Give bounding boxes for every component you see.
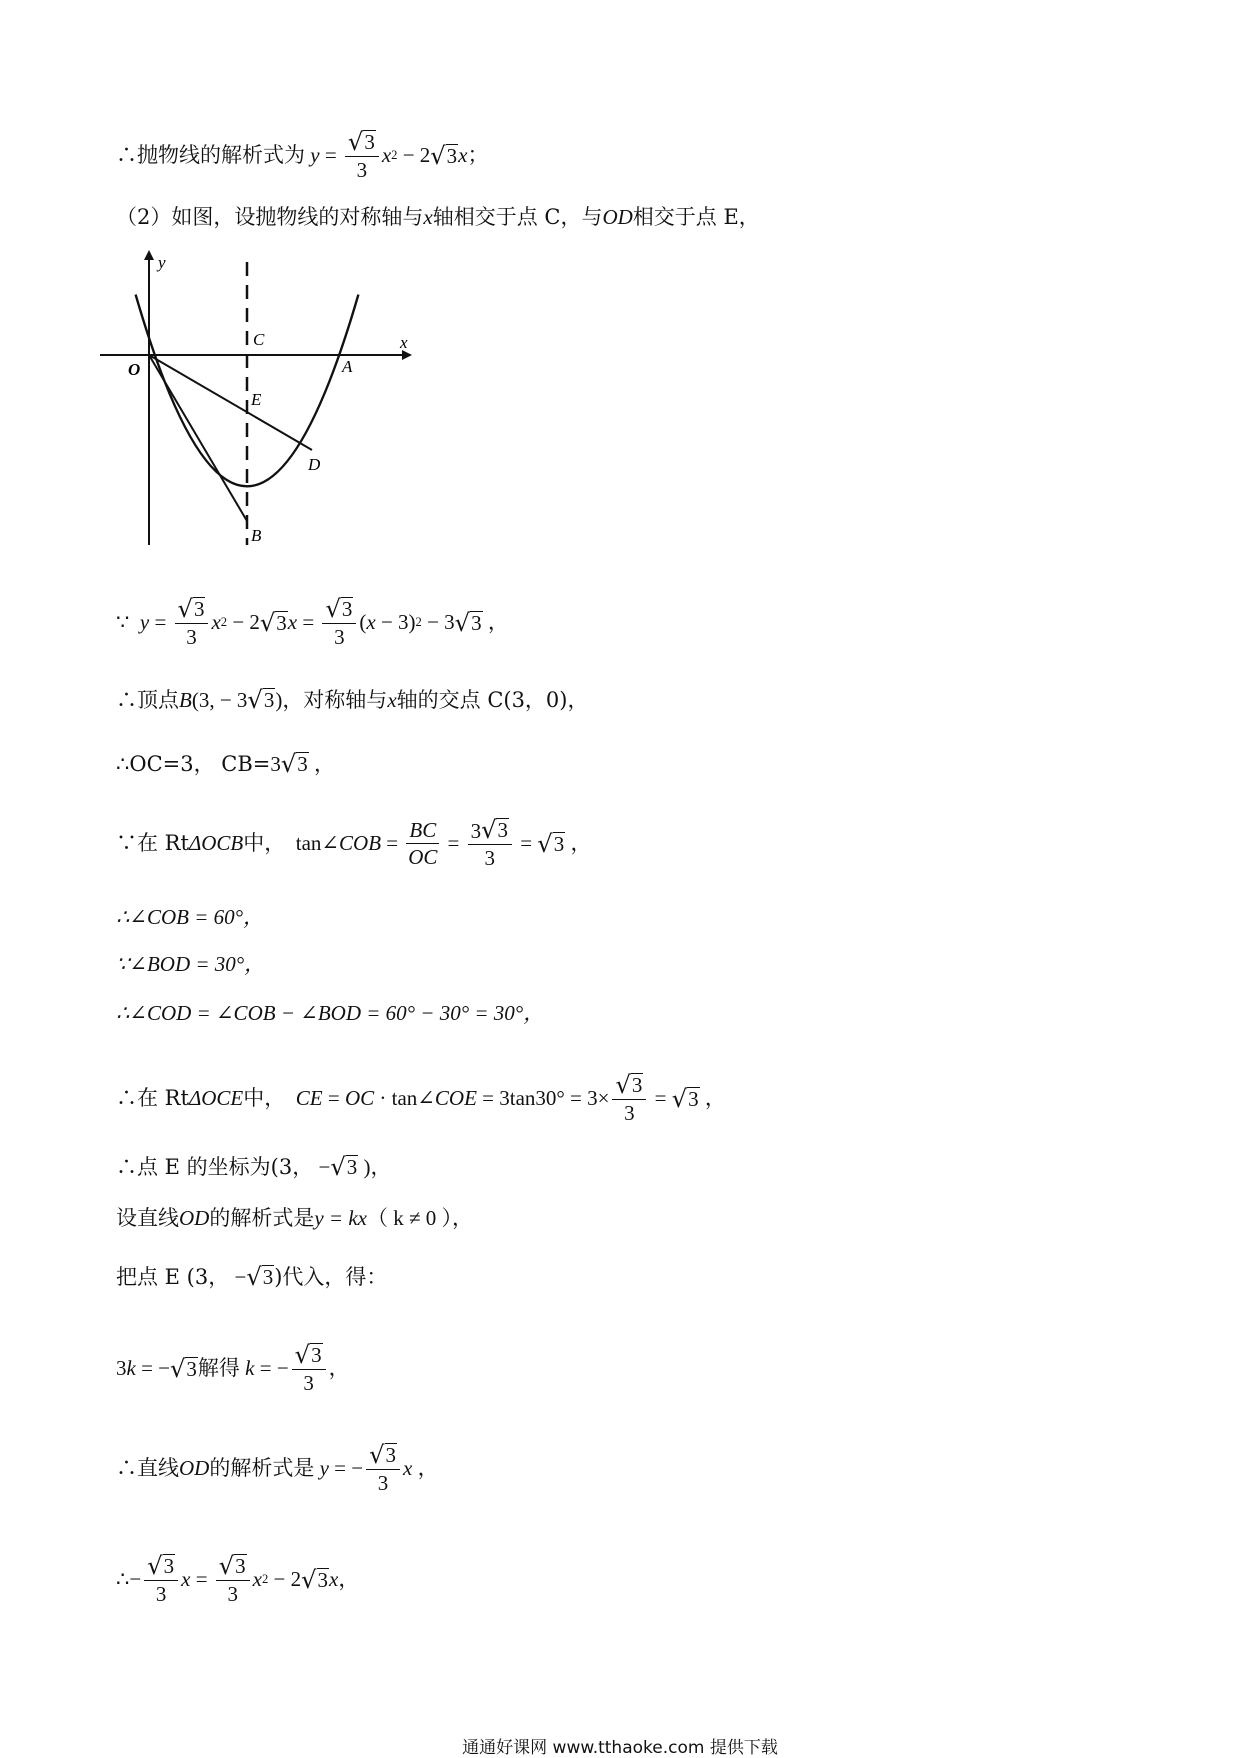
text: y = kx [314,1206,367,1230]
line-vertex-form: ∵ y = √ 3 3 x 2 − 2 √ 3 x = √ 3 3 ( x − 3) 2 − 3 √ 3 ， [116,595,509,650]
text: ΔOCE [188,1086,244,1111]
text: 轴相交于点 C，与 [432,205,603,229]
text: ∴点 E 的坐标为(3， [116,1154,314,1179]
line-point-e: ∴点 E 的坐标为(3， − √ 3 )， [116,1153,392,1181]
line-angle-cob: ∴∠COB = 60°， [116,905,265,929]
text: 中， [243,831,286,856]
line-ce: ∴在 Rt ΔOCE 中， CE = OC · tan∠ COE = 3tan30° = 3× √ 3 3 = √ 3 ， [116,1071,726,1126]
label-b: B [251,526,262,545]
text: OD [179,1456,210,1481]
text: 中， [243,1086,286,1111]
text: 轴的交点 C(3，0)， [396,687,589,712]
text: x [423,205,433,229]
line-substitute: 把点 E (3， − √ 3 )代入，得： [116,1263,388,1291]
line-parabola-equation: ∴抛物线的解析式为 y = √ 3 3 x 2 − 2 √ 3 x ； [116,128,489,183]
line-od-equation: ∴直线 OD 的解析式是 y = − √ 3 3 x ， [116,1441,439,1496]
text: 设直线 [116,1206,179,1230]
line-angle-cod: ∴∠COD = ∠COB − ∠BOD = 60° − 30° = 30°， [116,1001,545,1025]
text: ∴OC=3， CB= [116,751,271,776]
text: 相交于点 E， [632,205,760,229]
text: ∴抛物线的解析式为 [116,143,305,168]
parabola-figure [100,250,420,550]
label-c: C [253,330,265,349]
label-e: E [251,390,262,409]
line-solve-k: 3 k = − √ 3 解得 k = − √ 3 3 ， [116,1341,350,1396]
text: OD [179,1206,210,1230]
line-vertex-b: ∴顶点 B (3, − 3 √ 3 ) ，对称轴与 x 轴的交点 C(3，0)， [116,686,589,714]
line-part2-intro [116,207,760,228]
text: ∵ [116,610,130,635]
text: 把点 E (3， [116,1264,230,1289]
text: 的解析式是 [209,1456,315,1481]
line-angle-bod: ∵∠BOD = 30°， [116,952,266,976]
text: （ k ≠ 0 ）， [366,1206,474,1230]
line-tan-cob: ∵在 Rt ΔOCB 中， tan∠ COB = $\frac{BC}{OC}$ = 3 √ 3 3 = √ 3 ， [116,816,592,871]
text: ∵在 Rt [116,831,189,856]
text: 的解析式是 [209,1206,315,1230]
label-a: A [342,357,353,376]
text: ΔOCB [188,831,244,856]
text: （2）如图，设抛物线的对称轴与 [116,205,424,229]
text: ∴在 Rt [116,1086,189,1111]
line-od-setup [116,1208,473,1229]
text: ∴ [116,1567,130,1592]
line-intersection-equation: ∴ − √ 3 3 x = √ 3 3 x 2 − 2 √ 3 x ， [116,1552,360,1607]
label-o: O [128,360,141,379]
text: 解得 [197,1356,240,1381]
text: x [387,687,397,712]
text: ，对称轴与 [282,687,388,712]
label-y: y [158,253,166,272]
line-oc-cb: ∴OC=3， CB= 3 √ 3 ， [116,750,336,778]
text: OD [602,205,633,229]
text: )代入，得： [274,1264,388,1289]
text: ∴直线 [116,1456,179,1481]
text: ∴顶点 [116,687,179,712]
label-x: x [400,333,408,352]
label-d: D [308,455,321,474]
footer: 通通好课网 www.tthaoke.com 提供下载 [462,1738,778,1758]
